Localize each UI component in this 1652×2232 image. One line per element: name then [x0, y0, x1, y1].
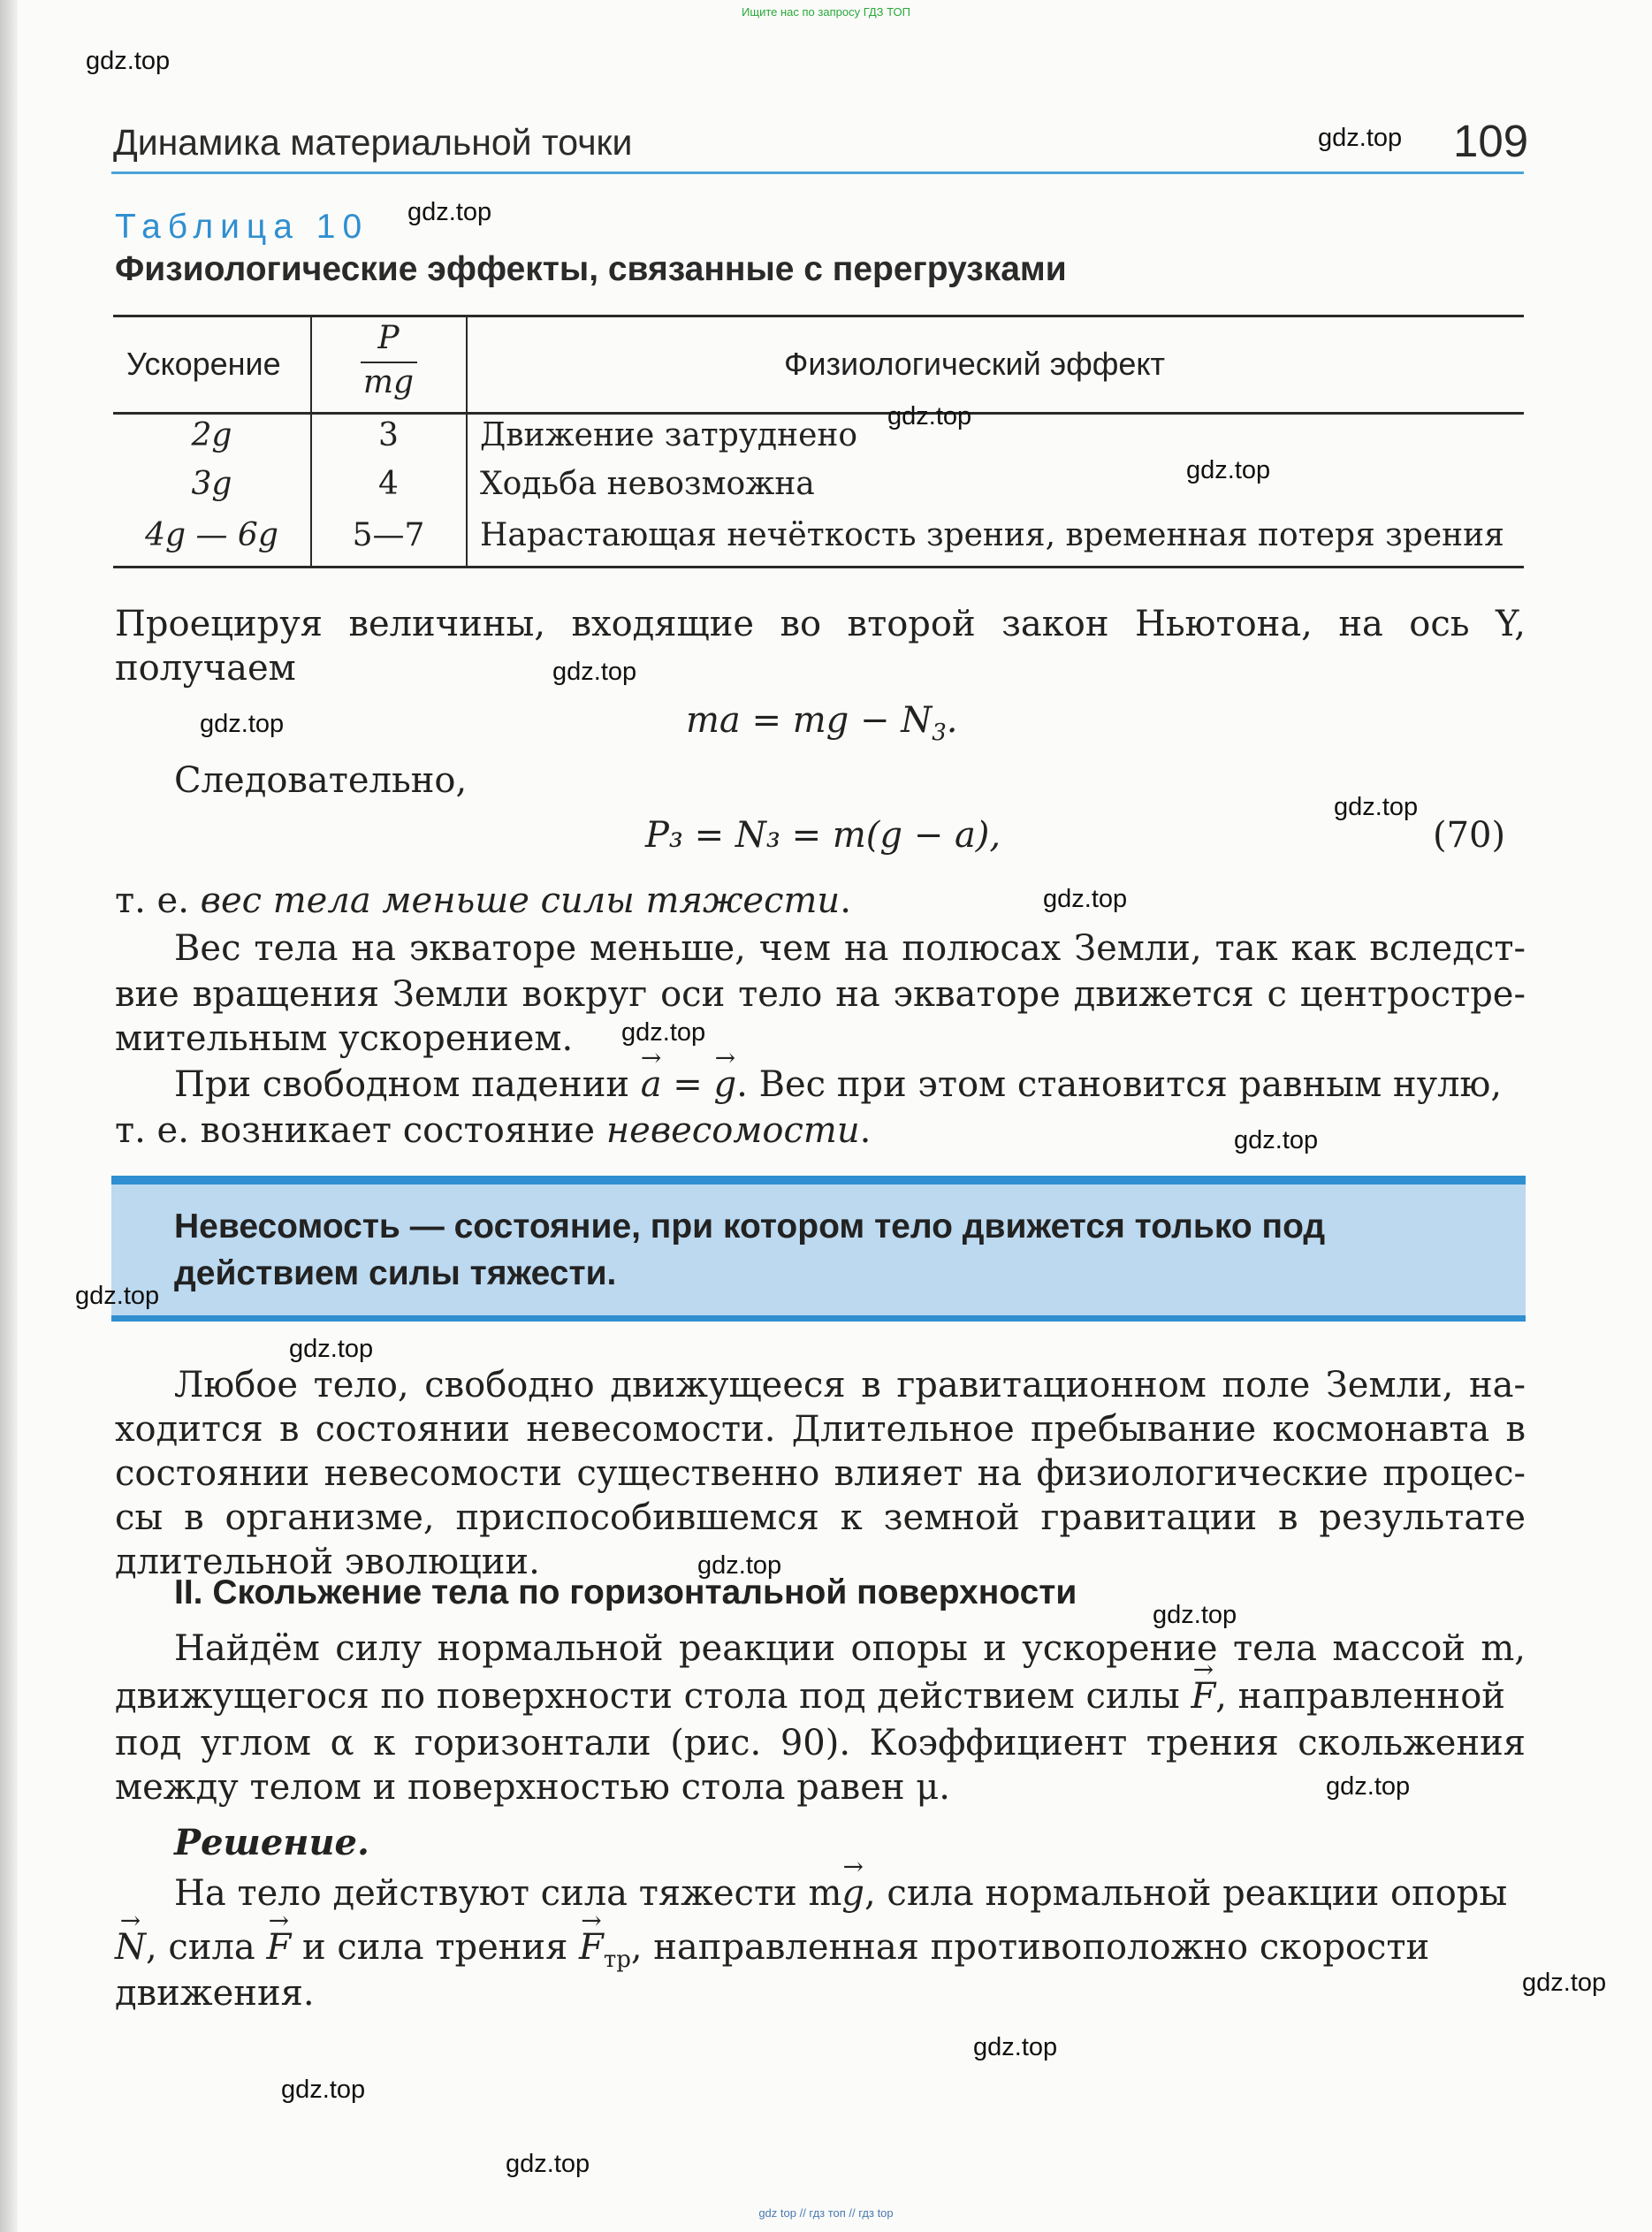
watermark: gdz.top [281, 2076, 366, 2104]
top-note: Ищите нас по запросу ГДЗ ТОП [742, 5, 910, 19]
running-header: Динамика материальной точки [113, 122, 633, 163]
table-header-rule [113, 412, 1524, 415]
paragraph-line: мительным ускорением. [115, 1018, 574, 1059]
watermark: gdz.top [1326, 1772, 1411, 1801]
table-header-ratio-denominator: mg [362, 364, 415, 400]
definition-box [111, 1185, 1526, 1315]
text-run: , направленная противоположно скорости [630, 1927, 1430, 1968]
text-run: и сила трения [291, 1927, 580, 1968]
paragraph-line: длительной эволюции. [115, 1542, 540, 1582]
text-run: . [859, 1110, 872, 1151]
definition-band-bottom [111, 1315, 1526, 1322]
paragraph-line: движения. [115, 1973, 315, 2014]
subscript: тр [603, 1946, 631, 1973]
definition-line: действием силы тяжести. [174, 1254, 617, 1292]
fraction-bar [361, 362, 417, 363]
text-run: = [661, 1064, 714, 1105]
bottom-note: gdz top // гдз топ // гдз top [758, 2206, 894, 2220]
table-label: Таблица 10 [115, 208, 369, 246]
text-run: , сила нормальной реакции опоры [864, 1873, 1508, 1914]
text-run: движущегося по поверхности стола под действием силы [115, 1676, 1191, 1717]
table-header-ratio-numerator: P [377, 320, 400, 356]
vector-a: → a [641, 1063, 662, 1107]
paragraph-line: Проецируя величины, входящие во второй закон Ньютона, на ось Y, [115, 604, 1526, 644]
italic-emphasis: невесомости [605, 1110, 860, 1151]
vector-N: → N [115, 1925, 146, 1969]
equation-subscript: 3 [932, 720, 947, 746]
paragraph-line: вие вращения Земли вокруг оси тело на экваторе движется с центростре- [115, 974, 1526, 1015]
table-cell-ratio: 4 [378, 466, 399, 502]
watermark: gdz.top [289, 1335, 374, 1363]
equation-end: . [946, 700, 958, 741]
text-run: , направленной [1215, 1676, 1505, 1717]
paragraph-line: ходится в состоянии невесомости. Длительное пребывание космонавта в [115, 1409, 1526, 1450]
paragraph-line: сы в организме, приспособившемся к земной гравитации в результате [115, 1497, 1526, 1538]
table-bottom-rule [113, 566, 1524, 568]
table-cell-ratio: 5—7 [352, 517, 425, 553]
watermark: gdz.top [552, 658, 637, 686]
watermark: gdz.top [86, 47, 171, 75]
table-cell-effect: Движение затруднено [480, 417, 858, 453]
text-run: При свободном падении [174, 1064, 641, 1105]
watermark: gdz.top [621, 1018, 706, 1047]
watermark: gdz.top [1043, 885, 1128, 913]
watermark: gdz.top [1318, 124, 1403, 152]
table-cell-effect: Нарастающая нечёткость зрения, временная потеря зрения [480, 517, 1504, 553]
text-run: т. е. [115, 880, 201, 921]
paragraph-line [115, 1674, 1526, 1718]
table-cell-effect: Ходьба невозможна [480, 466, 815, 502]
equation-ma [686, 700, 957, 746]
text-run: т. е. возникает состояние [115, 1110, 606, 1151]
italic-emphasis: вес тела меньше силы тяжести [200, 880, 841, 921]
paragraph-line [174, 1871, 1526, 1916]
watermark: gdz.top [506, 2150, 590, 2178]
header-rule [111, 171, 1524, 174]
table-header-acceleration: Ускорение [126, 346, 281, 382]
watermark: gdz.top [887, 402, 972, 430]
table-header-effect: Физиологический эффект [784, 346, 1166, 382]
watermark: gdz.top [697, 1551, 782, 1580]
page-edge-shadow [0, 0, 18, 2232]
vector-F-friction: → F [579, 1925, 604, 1969]
watermark: gdz.top [407, 198, 492, 226]
table-cell-ratio: 3 [378, 417, 399, 453]
section-heading: II. Скольжение тела по горизонтальной поверхности [174, 1573, 1077, 1611]
paragraph-line: Найдём силу нормальной реакции опоры и ускорение тела массой m, [174, 1628, 1526, 1669]
paragraph-line: между телом и поверхностью стола равен μ. [115, 1767, 950, 1808]
paragraph-line: под углом α к горизонтали (рис. 90). Коэффициент трения скольжения [115, 1723, 1526, 1764]
vector-g: → g [841, 1871, 864, 1916]
text-run: . Вес при этом становится равным нулю, [736, 1064, 1503, 1105]
paragraph-line: получаем [115, 648, 296, 689]
paragraph-line [174, 1063, 1526, 1107]
paragraph-line [115, 879, 1526, 923]
equation-70: P₃ = N₃ = m(g − a), [645, 815, 1001, 856]
table-cell-accel: 2g [191, 417, 232, 453]
text-run: , сила [146, 1927, 267, 1968]
equation-text: ma = mg − N [686, 700, 933, 741]
solution-heading: Решение. [174, 1822, 369, 1863]
text-run: . [840, 880, 851, 921]
vector-g: → g [714, 1063, 737, 1107]
paragraph-line: Любое тело, свободно движущееся в гравитационном поле Земли, на- [174, 1365, 1526, 1405]
table-cell-accel: 3g [191, 466, 232, 502]
vector-F: → F [266, 1925, 291, 1969]
watermark: gdz.top [1153, 1601, 1237, 1629]
table-col-divider [466, 316, 468, 567]
table-cell-accel: 4g — 6g [145, 517, 278, 553]
definition-line: Невесомость — состояние, при котором тело движется только под [174, 1207, 1326, 1246]
paragraph-line: Вес тела на экваторе меньше, чем на полюсах Земли, так как вследст- [174, 928, 1526, 969]
equation-number: (70) [1433, 815, 1506, 856]
watermark: gdz.top [1186, 456, 1271, 484]
watermark: gdz.top [200, 710, 285, 738]
vector-F: → F [1191, 1674, 1215, 1718]
paragraph-line: состоянии невесомости существенно влияет на физиологические процес- [115, 1453, 1526, 1494]
text-run: На тело действуют сила тяжести m [174, 1873, 842, 1914]
watermark: gdz.top [75, 1282, 160, 1310]
table-title: Физиологические эффекты, связанные с перегрузками [115, 250, 1067, 288]
paragraph-line: Следовательно, [174, 760, 468, 801]
watermark: gdz.top [1522, 1969, 1607, 1997]
watermark: gdz.top [973, 2033, 1058, 2061]
table-top-rule [113, 315, 1524, 317]
watermark: gdz.top [1234, 1126, 1319, 1154]
watermark: gdz.top [1334, 793, 1419, 821]
page-number: 109 [1453, 116, 1529, 166]
definition-band-top [111, 1176, 1526, 1185]
